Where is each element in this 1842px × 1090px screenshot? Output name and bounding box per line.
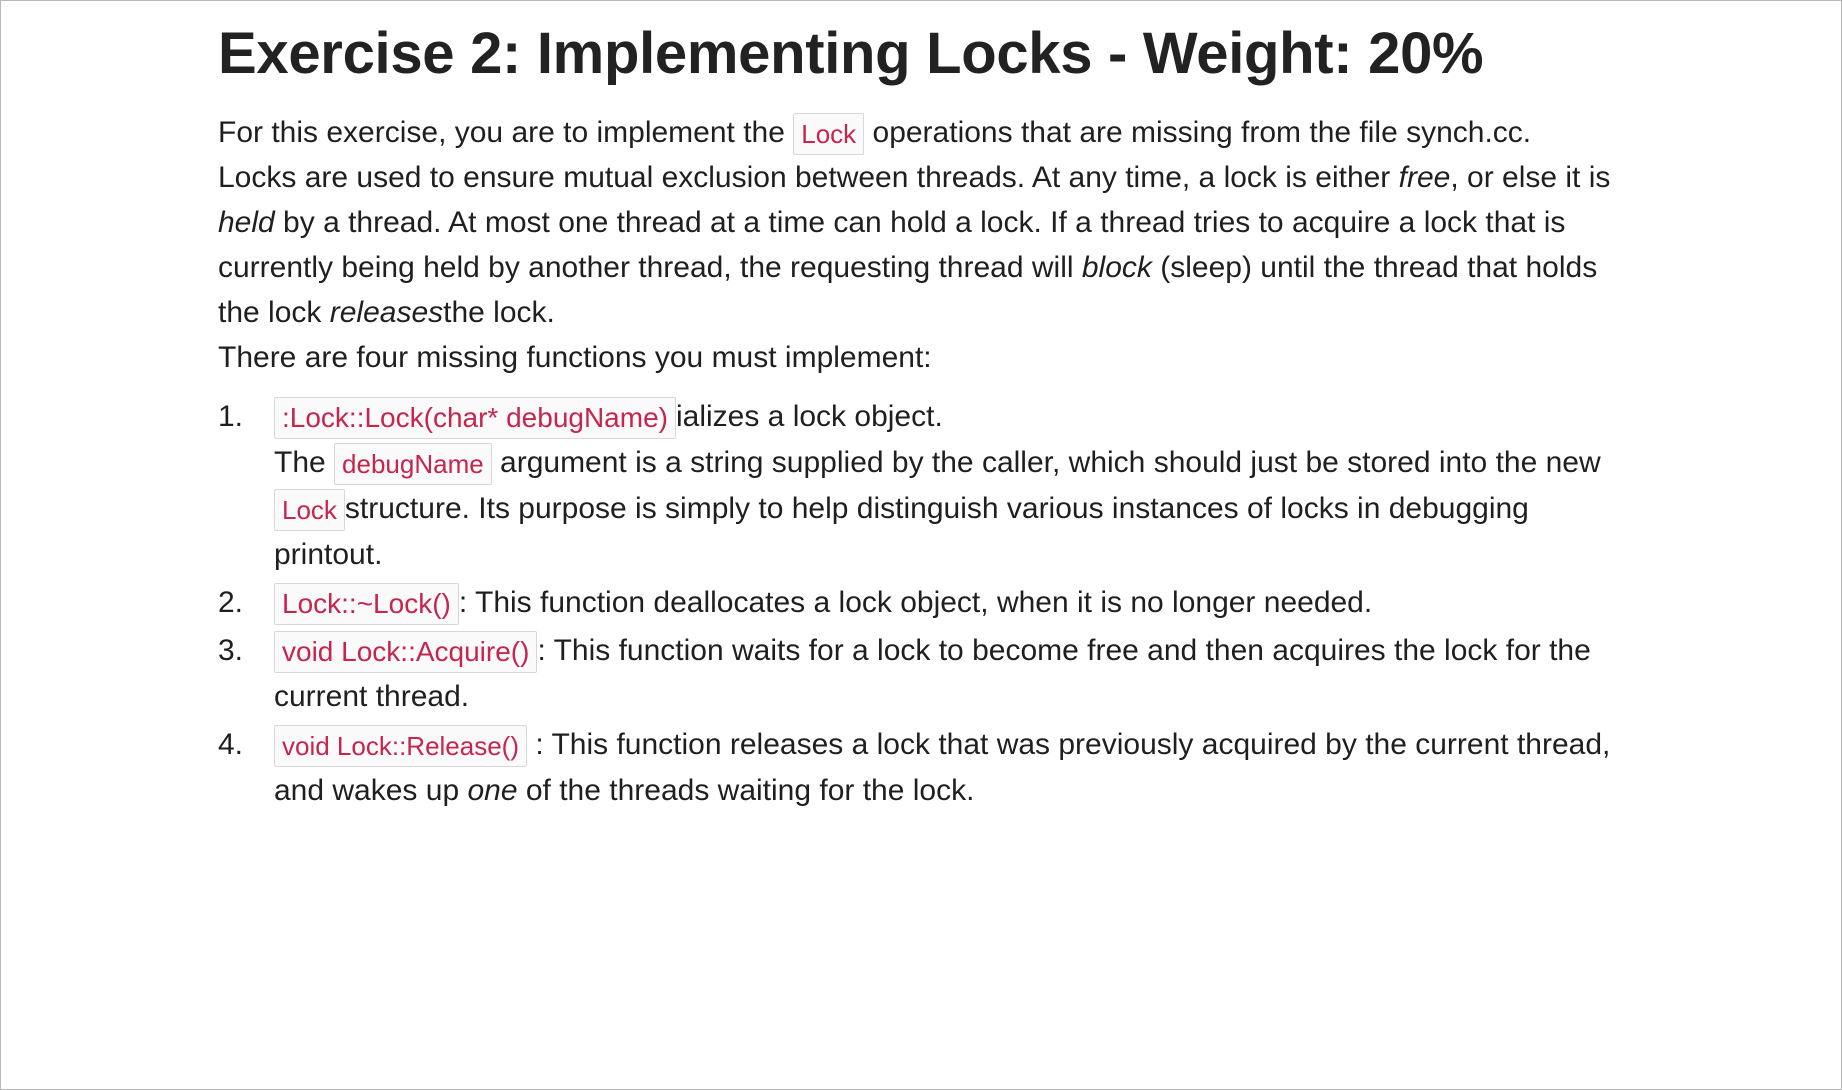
emphasis-releases: releases — [329, 296, 444, 330]
code-lock-2: Lock — [274, 489, 345, 531]
list-item — [218, 580, 1618, 626]
item-1-text-4: structure. Its purpose is simply to help distinguish various instances of locks in debugging printout. — [274, 492, 1529, 572]
emphasis-held: held — [218, 206, 275, 240]
code-prefix: : — [282, 402, 290, 434]
list-item — [218, 394, 1618, 578]
code-acquire: void Lock::Acquire() — [274, 631, 537, 673]
locks-paragraph — [218, 155, 1618, 335]
intro-text-after: operations that are missing from the file synch.cc. — [864, 116, 1532, 149]
code-release: void Lock::Release() — [274, 725, 527, 767]
intro-text-before: For this exercise, you are to implement the — [218, 116, 794, 149]
item-4-text: : This function releases a lock that was previously acquired by the current thread, and wakes up — [274, 728, 1611, 808]
locks-text-3: by a thread. At most one thread at a time can hold a lock. If a thread tries to acquire a lock that is currently being held by another thread, the requesting thread will — [218, 206, 1566, 285]
list-number: 2. — [218, 586, 244, 620]
item-4-text-2: of the threads waiting for the lock. — [517, 774, 975, 808]
code-lock: Lock — [793, 113, 864, 155]
item-1-text: ializes a lock object. — [675, 400, 943, 434]
emphasis-free: free — [1398, 161, 1451, 195]
list-number: 4. — [218, 728, 244, 762]
document-content — [218, 18, 1618, 814]
emphasis-block: block — [1081, 251, 1152, 285]
intro-paragraph — [218, 110, 1618, 155]
missing-functions-intro: There are four missing functions you must implement: — [218, 341, 932, 375]
code-constructor — [274, 397, 676, 439]
emphasis-one: one — [467, 774, 518, 808]
page-title: Exercise 2: Implementing Locks - Weight: 20% — [218, 21, 1484, 86]
code-debugname: debugName — [334, 443, 492, 485]
code-constructor-text: Lock::Lock(char* debugName) — [289, 402, 668, 434]
list-number: 3. — [218, 634, 244, 668]
list-item — [218, 722, 1618, 814]
code-destructor: Lock::~Lock() — [274, 583, 459, 625]
item-2-text: : This function deallocates a lock object, when it is no longer needed. — [458, 586, 1373, 620]
item-1-text-2: The — [274, 446, 335, 480]
function-list — [218, 394, 1618, 814]
item-1-text-3: argument is a string supplied by the caller, which should just be stored into the new — [491, 446, 1601, 480]
locks-text-5: the lock. — [443, 296, 555, 330]
item-3-text: : This function waits for a lock to become free and then acquires the lock for the current thread. — [274, 634, 1591, 714]
locks-text-1: Locks are used to ensure mutual exclusion between threads. At any time, a lock is either — [218, 161, 1399, 195]
locks-text-4: (sleep) until the thread that holds the lock — [218, 251, 1598, 330]
list-number: 1. — [218, 400, 244, 434]
locks-text-2: , or else it is — [1450, 161, 1611, 195]
list-item — [218, 628, 1618, 720]
